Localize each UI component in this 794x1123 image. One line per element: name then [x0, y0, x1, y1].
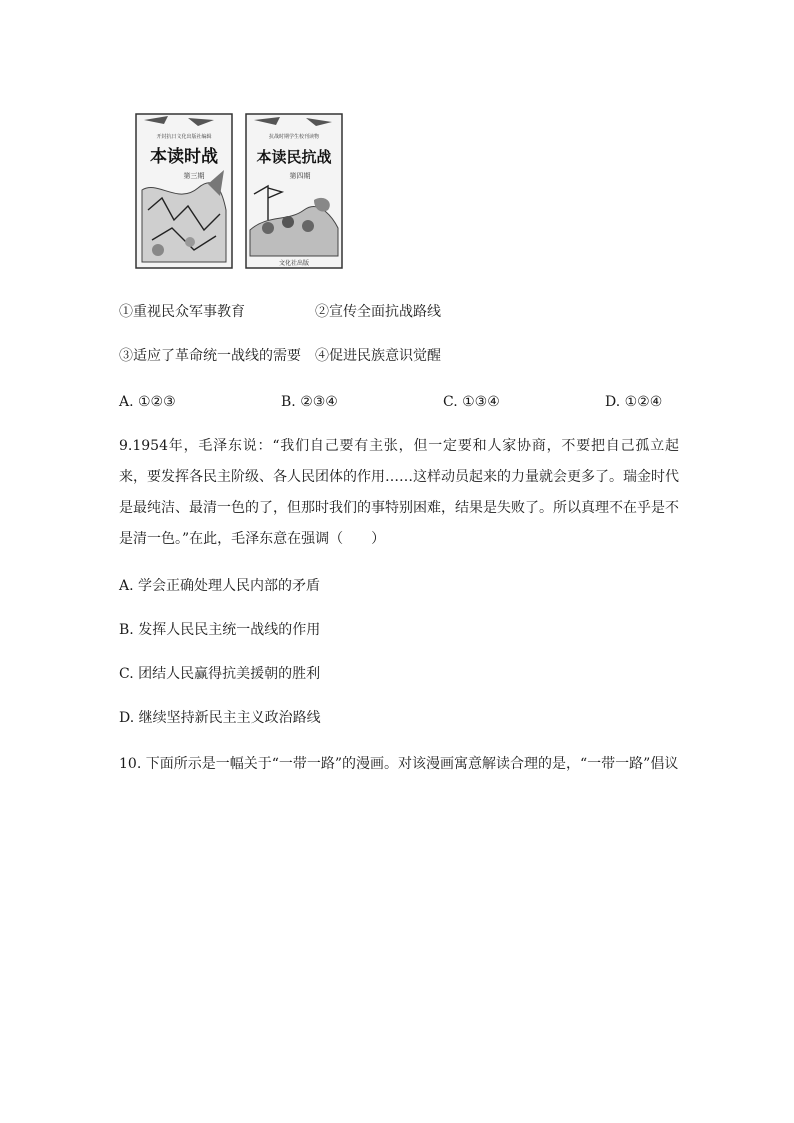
q8-option-a[interactable]: A. ①②③	[119, 394, 176, 410]
q10-stem: 10. 下面所示是一幅关于“一带一路”的漫画。对该漫画寓意解读合理的是，“一带一路”倡议	[119, 756, 679, 772]
magazine-covers-figure	[128, 110, 348, 274]
q9-option-a[interactable]: A. 学会正确处理人民内部的矛盾	[119, 578, 321, 594]
right-cover-publisher: 文化社出版	[278, 260, 310, 267]
q9-option-d[interactable]: D. 继续坚持新民主主义政治路线	[119, 710, 321, 726]
left-cover-issue: 第三期	[183, 172, 205, 180]
q8-option-b[interactable]: B. ②③④	[281, 394, 338, 410]
q9-option-b[interactable]: B. 发挥人民民主统一战线的作用	[119, 622, 321, 638]
q8-statement-4: ④促进民族意识觉醒	[315, 348, 441, 364]
q8-statement-2: ②宣传全面抗战路线	[315, 304, 441, 320]
q9-option-c[interactable]: C. 团结人民赢得抗美援朝的胜利	[119, 666, 321, 682]
q8-statement-3: ③适应了革命统一战线的需要	[119, 348, 301, 364]
q8-option-d[interactable]: D. ①②④	[605, 394, 663, 410]
left-magazine-cover	[136, 114, 232, 268]
left-cover-title: 本读时战	[150, 147, 218, 167]
q9-stem: 9.1954年，毛泽东说：“我们自己要有主张，但一定要和人家协商，不要把自己孤立起来，要发挥各民主阶级、各人民团体的作用……这样动员起来的力量就会更多了。瑞金时代是最纯洁、最清一色的了，但那时我们的事特别困难，结果是失败了。所以真理不在乎是不是清一色。”在此，毛泽东意在强调（ ）	[119, 438, 679, 547]
q8-statement-1: ①重视民众军事教育	[119, 304, 245, 320]
right-magazine-cover	[246, 114, 342, 268]
right-cover-issue: 第四期	[289, 172, 311, 180]
left-cover-top-line: 开封抗日文化出版社编辑	[156, 134, 212, 140]
right-cover-title: 本读民抗战	[256, 148, 332, 166]
q8-option-c[interactable]: C. ①③④	[443, 394, 500, 410]
right-cover-top-line: 抗战时期学生校刊读物	[268, 134, 320, 140]
